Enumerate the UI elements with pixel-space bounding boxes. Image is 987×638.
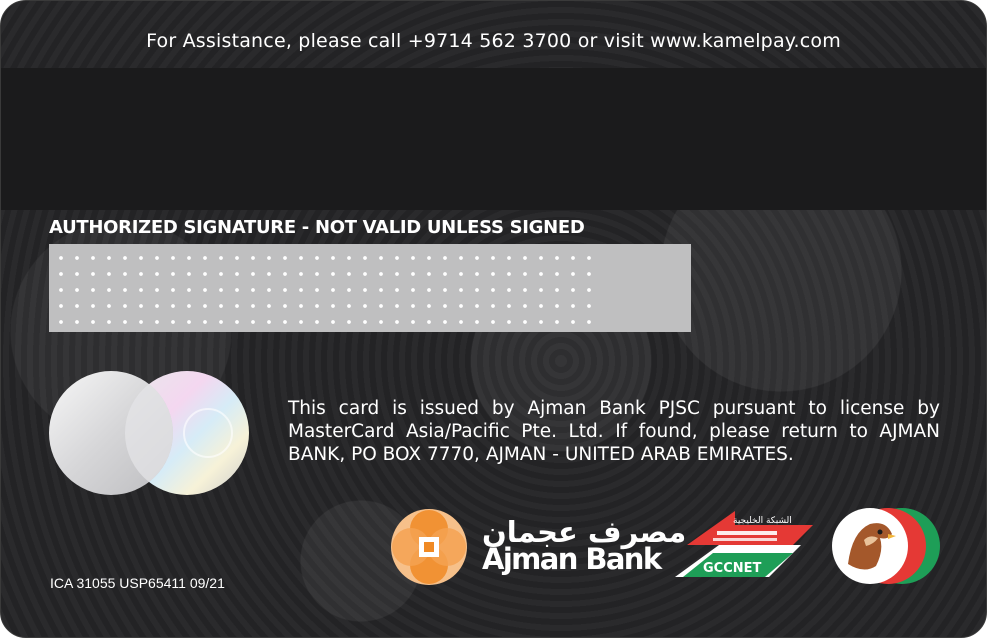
ica-number: ICA 31055 USP65411 09/21 (50, 575, 225, 591)
falcon-emblem-icon (830, 504, 940, 586)
gccnet-logo-icon (673, 507, 815, 581)
issuer-text: This card is issued by Ajman Bank PJSC pursuant to license by MasterCard Asia/Pacific Pte. Ltd. If found, please return to AJMAN BANK, PO BOX 7770, AJMAN - UNITED ARAB EMIRATES. (288, 398, 940, 465)
gccnet-text: GCCNET (703, 561, 762, 576)
signature-label: AUTHORIZED SIGNATURE - NOT VALID UNLESS SIGNED (49, 217, 585, 238)
magnetic-stripe (1, 68, 986, 210)
ajman-bank-name-arabic: مصرف عجمان (482, 515, 687, 549)
signature-panel (49, 244, 691, 332)
mastercard-hologram-icon (48, 370, 250, 496)
gccnet-arabic-text: الشبكة الخليجية (733, 516, 792, 526)
assistance-text: For Assistance, please call +9714 562 3700 or visit www.kamelpay.com (146, 30, 841, 52)
ajman-bank-logo-icon (385, 506, 473, 588)
ajman-bank-name: Ajman Bank (482, 542, 661, 576)
